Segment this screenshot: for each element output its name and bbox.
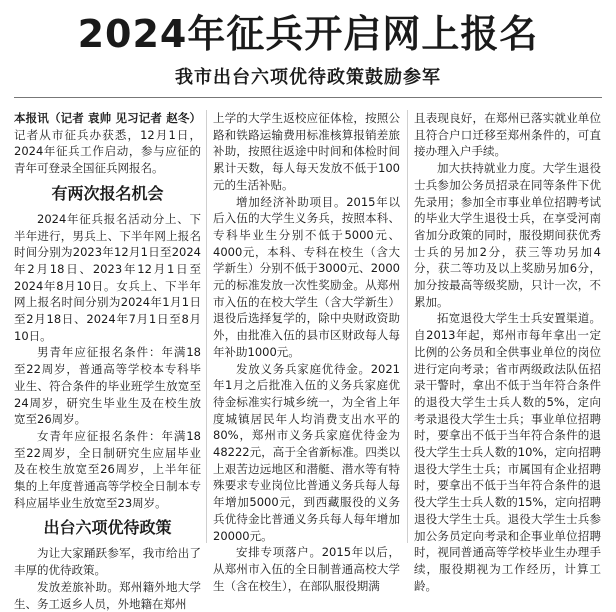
subheadline: 我市出台六项优待政策鼓励参军 — [175, 67, 441, 88]
column-divider — [407, 110, 408, 543]
paragraph: 女青年应征报名条件：年满18至22周岁，全日制研究生应届毕业及在校生放宽至26周岁，上半年征集的上年度普通高等学校全日制本专科应届毕业生放宽至23周岁。 — [14, 428, 201, 510]
lead-text: 记者从市征兵办获悉，12月1日，2024年征兵工作启动，参与应征的青年可登录全国征兵网报名。 — [14, 127, 201, 176]
paragraph: 2024年征兵报名活动分上、下半年进行，男兵上、下半年网上报名时间分别为2023年12月1日至2024年2月18日、2023年12月1日至2024年8月10日。女兵上、下半年网上报名时间分别为2024年1月1日至2月18日、2024年7月1日至8月10日。 — [14, 211, 201, 343]
paragraph: 发放差旅补助。郑州籍外地大学生、务工返乡人员，外地籍在郑州 — [14, 579, 201, 611]
paragraph: 安排专项落户。2015年以后，从郑州市入伍的全日制普通高校大学生（含在校生），在部队服役期满 — [213, 545, 400, 593]
paragraph: 男青年应征报名条件：年满18至22周岁，普通高等学校本专科毕业生、符合条件的毕业班学生放宽至24周岁，研究生毕业生及在校生放宽至26周岁。 — [14, 345, 201, 427]
paragraph: 加大扶持就业力度。大学生退役士兵参加公务员招录在同等条件下优先录用；参加全市事业单位招聘考试的毕业大学生退役士兵，在享受河南省加分政策的同时，服役期间获优秀士兵的另加2分，获三等功另加4分，获二等功及以上奖励另加6分，加分按最高等级奖励，只计一次，不累加。 — [414, 161, 601, 309]
paragraph: 拓宽退役大学生士兵安置渠道。自2013年起，郑州市每年拿出一定比例的公务员和全供事业单位的岗位进行定向考录；省市两级政法队伍招录干警时，拿出不低于当年符合条件的退役大学生士兵人数的5%，定向考录退役大学生士兵；事业单位招聘时，要拿出不低于当年符合条件的退役大学生士兵人数的10%，定向招聘退役大学生士兵；市属国有企业招聘时，要拿出不低于当年符合条件的退役大学生士兵人数的15%，定向招聘退役大学生士兵。退役大学生士兵参加公务员定向考录和企事业单位招聘时，视同普通高等学校毕业生办理手续，服役期视为工作经历，计算工龄。 — [414, 311, 601, 593]
paragraph: 上学的大学生返校应征体检，按照公路和铁路运输费用标准核算报销差旅补助，按照往返途中时间和体检时间累计天数，每人每天发放不低于100元的生活补贴。 — [213, 111, 400, 192]
article-column-3 — [414, 110, 601, 593]
byline: 本报讯（记者 袁帅 见习记者 赵冬） — [14, 111, 201, 125]
headline: 2024年征兵开启网上报名 — [77, 12, 539, 56]
article-column-1 — [14, 110, 201, 611]
paragraph: 且表现良好，在郑州已落实就业单位且符合户口迁移至郑州条件的，可直接办理入户手续。 — [414, 111, 601, 159]
paragraph: 为让大家踊跃参军，我市给出了丰厚的优待政策。 — [14, 546, 201, 578]
column-divider — [206, 110, 207, 543]
section-title-registration: 有两次报名机会 — [51, 183, 164, 203]
article-column-2 — [213, 110, 400, 593]
paragraph: 发放义务兵家庭优待金。2021年1月之后批准入伍的义务兵家庭优待金标准实行城乡统一，为全省上年度城镇居民年人均消费支出水平的80%，郑州市义务兵家庭优待金为48222元，高于全省新标准。四类以上艰苦边远地区和潜艇、潜水等有特殊要求专业岗位比普通义务兵每人每年增加5000元，到西藏服役的义务兵优待金比普通义务兵每人每年增加20000元。 — [213, 361, 400, 543]
lead-paragraph — [14, 110, 201, 177]
section-title-policies: 出台六项优待政策 — [43, 518, 172, 538]
header-divider — [14, 97, 602, 98]
paragraph: 增加经济补助项目。2015年以后入伍的大学生义务兵，按照本科、专科毕业生分别不低于5000元、4000元，本科、专科在校生（含大学新生）分别不低于3000元、2000元的标准发放一次性奖励金。从郑州市入伍的在校大学生（含大学新生）退役后选择复学的，除中央财政资助外，由批准入伍的县市区财政每人每年补助1000元。 — [213, 194, 400, 359]
